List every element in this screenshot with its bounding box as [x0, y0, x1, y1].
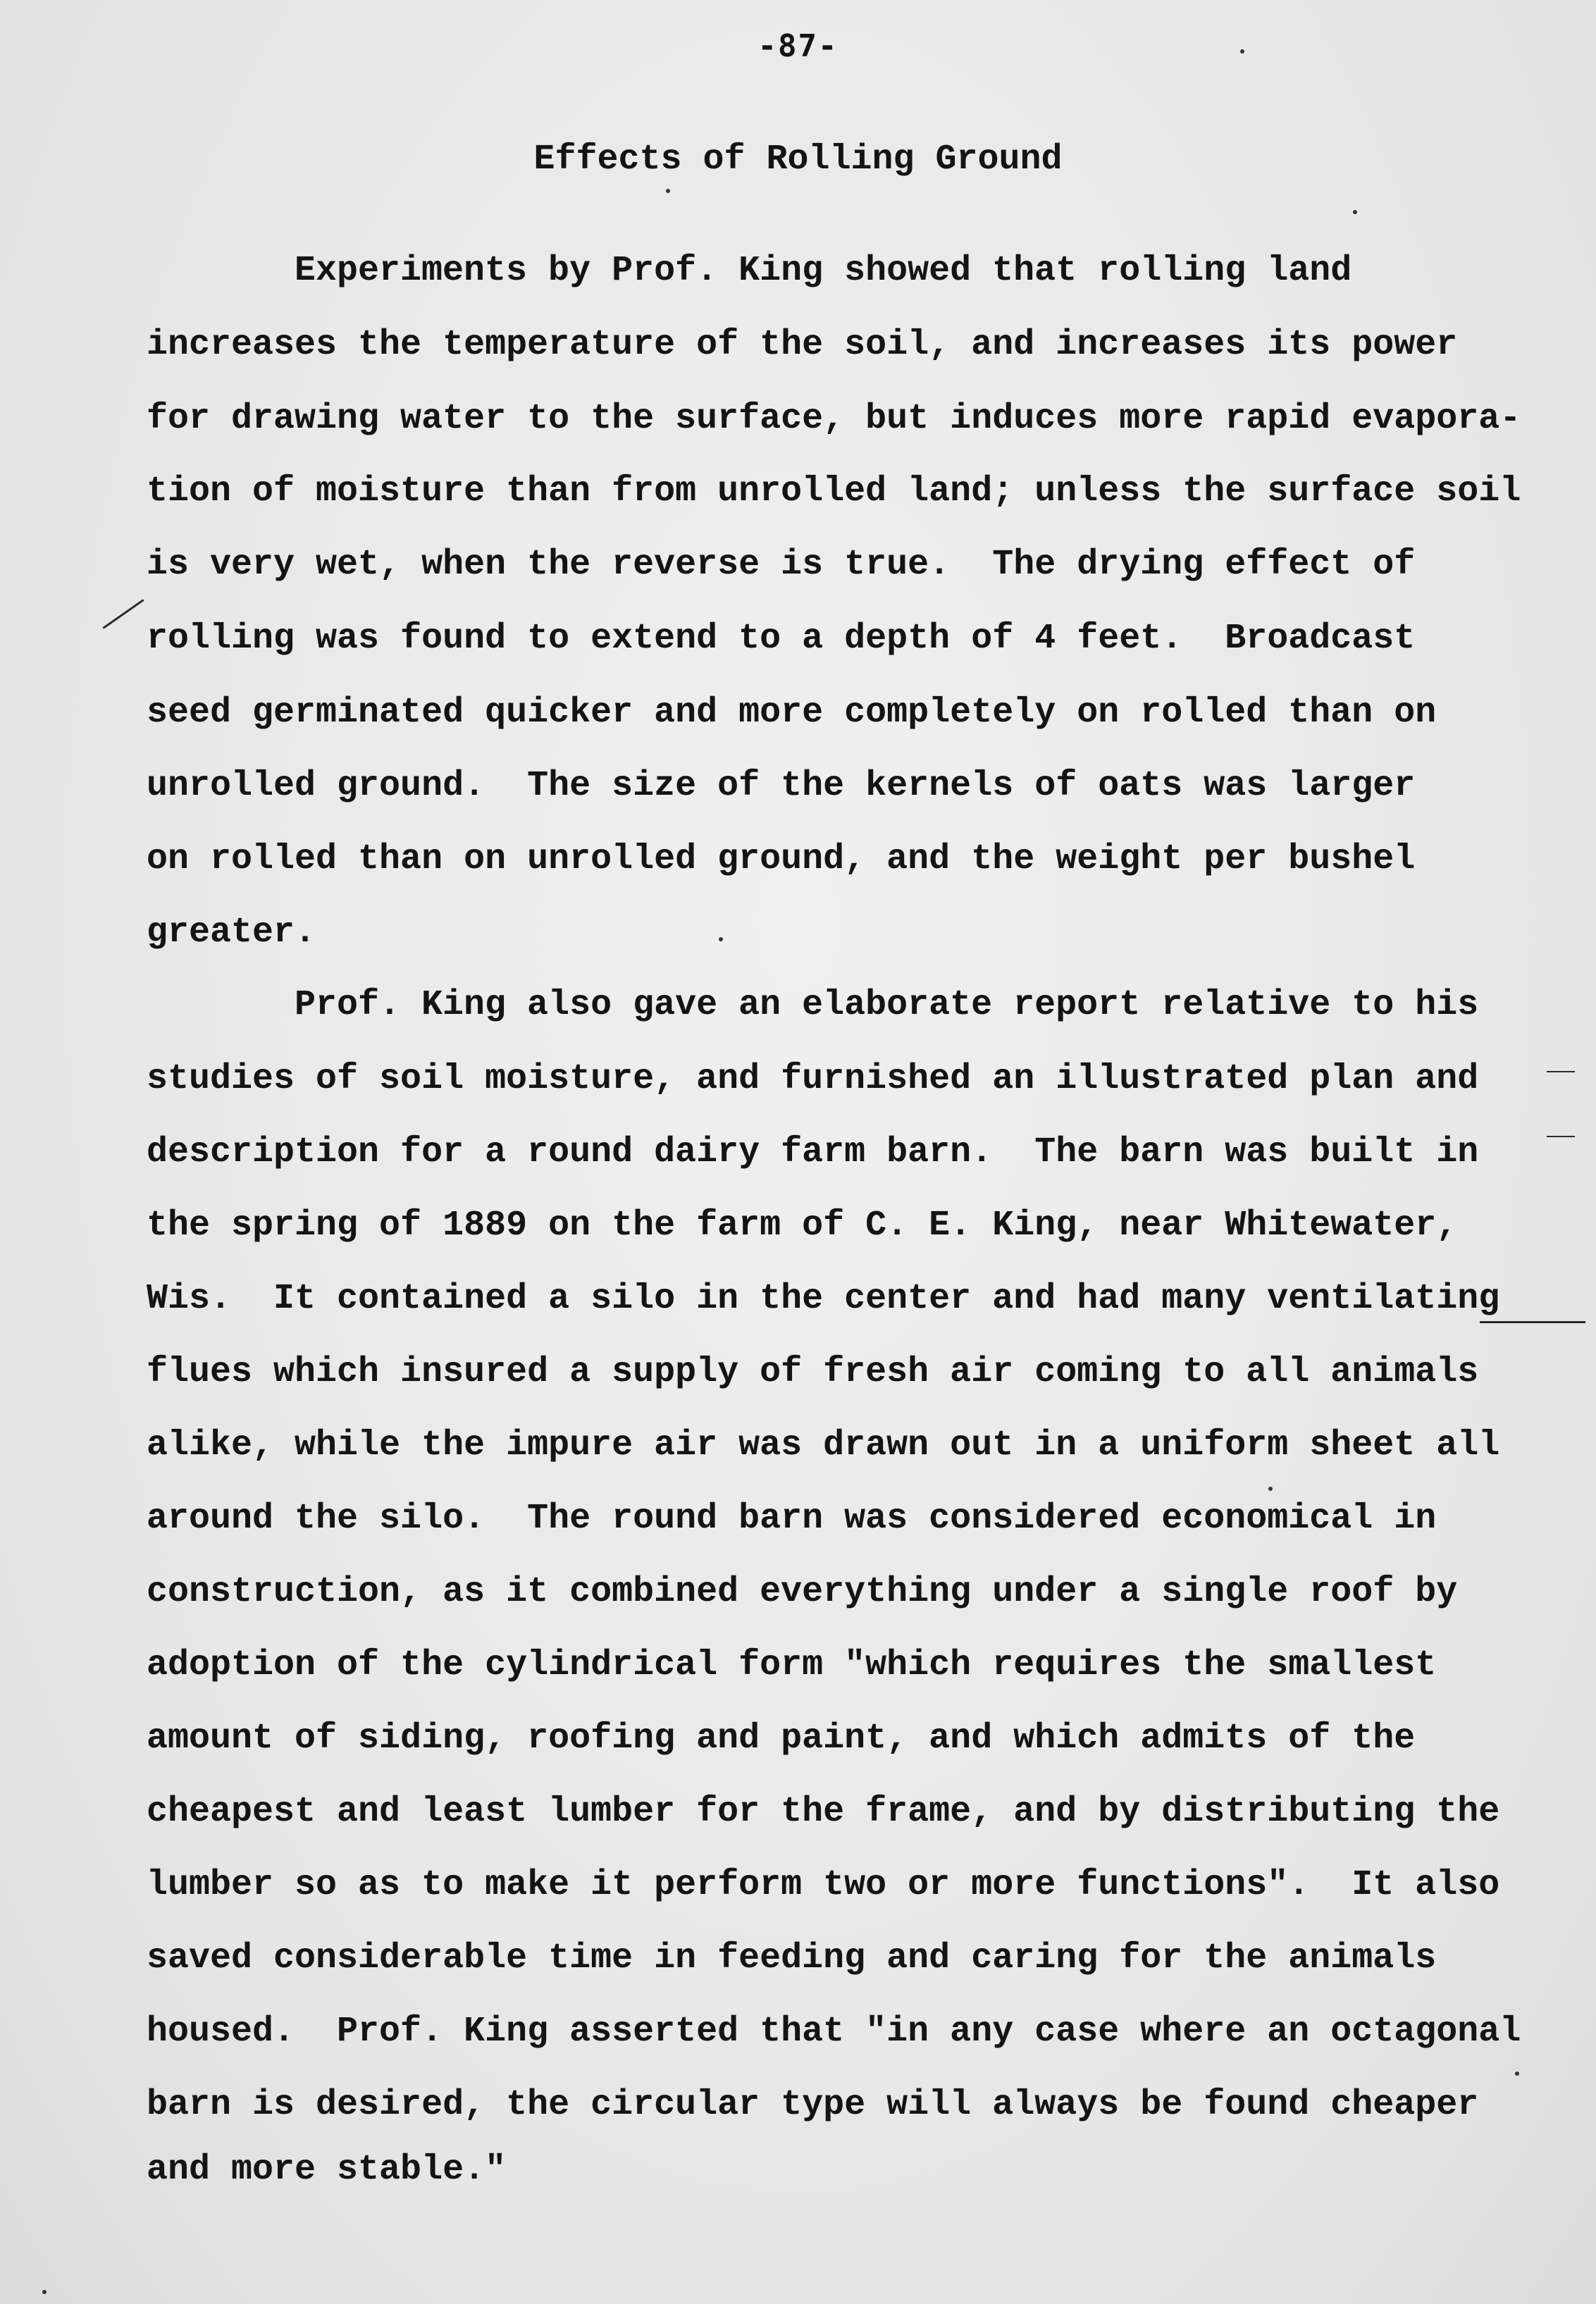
- speck: [1515, 2071, 1519, 2076]
- section-title: Effects of Rolling Ground: [533, 140, 1063, 180]
- speck: [666, 189, 670, 193]
- text-line: Experiments by Prof. King showed that rolling land: [295, 251, 1352, 291]
- text-line: tion of moisture than from unrolled land; unless the surface soil: [147, 471, 1521, 512]
- text-line: greater.: [147, 912, 316, 953]
- text-line: studies of soil moisture, and furnished an illustrated plan and: [147, 1059, 1479, 1099]
- text-line: lumber so as to make it perform two or more functions". It also: [147, 1865, 1500, 1905]
- text-line: around the silo. The round barn was considered economical in: [147, 1499, 1437, 1539]
- text-line: barn is desired, the circular type will always be found cheaper: [147, 2085, 1479, 2125]
- text-line: is very wet, when the reverse is true. The drying effect of: [147, 545, 1416, 585]
- speck: [1240, 49, 1244, 54]
- text-line: construction, as it combined everything under a single roof by: [147, 1572, 1458, 1612]
- text-line: flues which insured a supply of fresh air coming to all animals: [147, 1352, 1479, 1392]
- text-line: Prof. King also gave an elaborate report relative to his: [295, 985, 1479, 1025]
- speck: [1353, 210, 1357, 214]
- text-line: on rolled than on unrolled ground, and the weight per bushel: [147, 839, 1416, 879]
- text-line: for drawing water to the surface, but induces more rapid evapora-: [147, 399, 1521, 439]
- margin-dash-mark: [1547, 1071, 1575, 1072]
- text-line: increases the temperature of the soil, and increases its power: [147, 325, 1458, 365]
- text-line: Wis. It contained a silo in the center and had many ventilating: [147, 1279, 1500, 1319]
- text-line: amount of siding, roofing and paint, and which admits of the: [147, 1718, 1416, 1759]
- text-line: alike, while the impure air was drawn out in a uniform sheet all: [147, 1425, 1500, 1466]
- margin-pencil-mark: [1480, 1321, 1585, 1323]
- speck: [42, 2290, 47, 2294]
- text-line: the spring of 1889 on the farm of C. E. King, near Whitewater,: [147, 1206, 1458, 1246]
- speck: [719, 937, 723, 941]
- text-line: unrolled ground. The size of the kernels of oats was larger: [147, 766, 1416, 806]
- text-line: seed germinated quicker and more completely on rolled than on: [147, 693, 1437, 733]
- margin-pencil-mark: [102, 599, 144, 629]
- text-line: housed. Prof. King asserted that "in any case where an octagonal: [147, 2012, 1521, 2052]
- text-line: cheapest and least lumber for the frame, and by distributing the: [147, 1792, 1500, 1832]
- text-line: and more stable.": [147, 2150, 507, 2190]
- text-line: saved considerable time in feeding and caring for the animals: [147, 1938, 1437, 1978]
- text-line: adoption of the cylindrical form "which requires the smallest: [147, 1645, 1437, 1685]
- page-number: -87-: [757, 28, 839, 64]
- text-line: description for a round dairy farm barn. The barn was built in: [147, 1132, 1479, 1172]
- speck: [1268, 1487, 1273, 1491]
- text-line: rolling was found to extend to a depth of 4 feet. Broadcast: [147, 619, 1416, 659]
- margin-dash-mark: [1547, 1136, 1575, 1137]
